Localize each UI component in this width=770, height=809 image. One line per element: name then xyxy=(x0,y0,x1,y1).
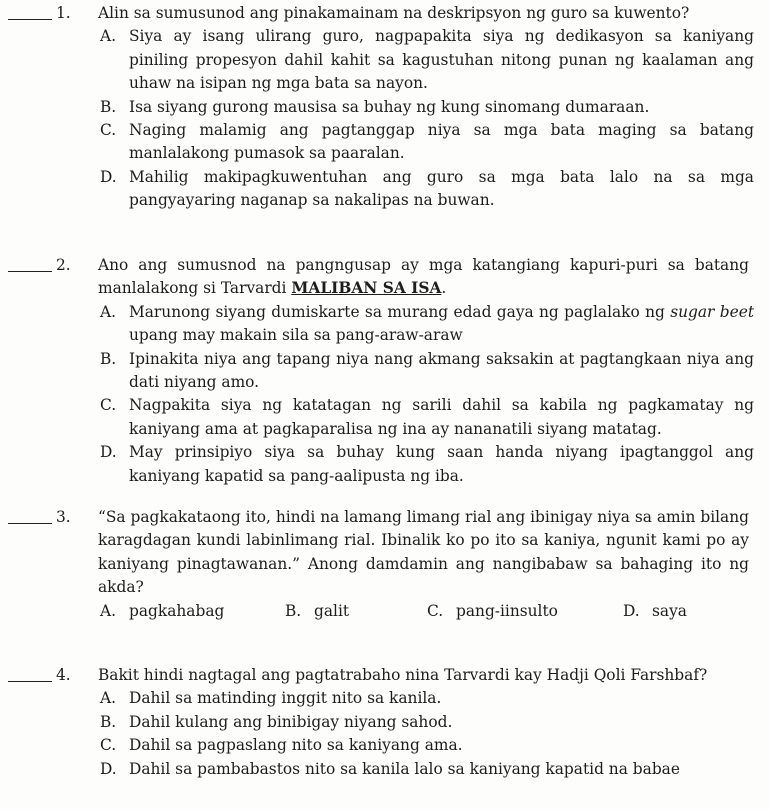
answer-blank[interactable] xyxy=(8,254,52,272)
choice-b: B. Ipinakita niya ang tapang niya nang akmang saksakin at pagtangkaan niya ang dati niyang amo. xyxy=(100,349,754,392)
question-stem: Ano ang sumusnod na pangngusap ay mga katangiang kapuri-puri sa batang manlalakong si Tarvardi MALIBAN SA ISA. xyxy=(98,256,749,298)
choices-list xyxy=(100,301,754,488)
choice-c: C. Nagpakita siya ng katatagan ng sarili dahil sa kabila ng pagkamatay ng kaniyang ama at pagkaparalisa ng ina ay nananatili siyang matatag. xyxy=(100,396,754,438)
choice-c: C. pang-iinsulto xyxy=(427,601,558,620)
choices-list xyxy=(100,600,770,623)
choice-d: D. Mahilig makipagkuwentuhan ang guro sa mga bata lalo na sa mga pangyayaring naganap sa nakalipas na buwan. xyxy=(100,167,754,210)
choice-d: D. May prinsipiyo siya sa buhay kung saan handa niyang ipagtanggol ang kaniyang kapatid sa pang-aalipusta ng iba. xyxy=(100,443,754,485)
choice-a: A. Marunong siyang dumiskarte sa murang edad gaya ng paglalako ng sugar beet upang may makain sila sa pang-araw-araw xyxy=(100,302,754,345)
choice-a: A. Siya ay isang ulirang guro, nagpapakita siya ng dedikasyon sa kaniyang piniling propesyon dahil kahit sa kagustuhan nitong punan ng kaalaman ang uhaw na isipan ng mga bata sa nayon. xyxy=(100,27,754,93)
question-number: 3. xyxy=(56,508,71,526)
choices-list xyxy=(100,687,754,781)
choice-b: B. galit xyxy=(285,601,350,620)
question-number: 1. xyxy=(56,4,71,22)
choice-d: D. saya xyxy=(623,601,687,620)
choice-d: D. Dahil sa pambabastos nito sa kanila lalo sa kaniyang kapatid na babae xyxy=(100,759,680,778)
answer-blank[interactable] xyxy=(8,664,52,682)
choice-b: B. Isa siyang gurong mausisa sa buhay ng kung sinomang dumaraan. xyxy=(100,97,650,116)
question-3 xyxy=(0,506,770,623)
choice-c: C. Naging malamig ang pagtanggap niya sa mga bata maging sa batang manlalakong pumasok sa paaralan. xyxy=(100,121,754,163)
question-stem: Bakit hindi nagtagal ang pagtatrabaho nina Tarvardi kay Hadji Qoli Farshbaf? xyxy=(98,666,708,684)
question-stem: “Sa pagkakataong ito, hindi na lamang limang rial ang ibinigay niya sa amin bilang karagdagan kundi labinlimang rial. Ibinalik ko po ito sa kaniya, ngunit kami po ay kaniyang pinagtawanan.” Anong damdamin ang nangibabaw sa bahaging ito ng akda? xyxy=(98,508,749,597)
answer-blank[interactable] xyxy=(8,2,52,20)
question-number: 2. xyxy=(56,256,71,274)
question-1 xyxy=(0,2,770,213)
choice-a: A. Dahil sa matinding inggit nito sa kanila. xyxy=(100,689,442,708)
italic-term: sugar beet xyxy=(670,302,754,321)
question-number: 4. xyxy=(56,666,71,684)
choices-list xyxy=(100,25,754,212)
emphasis-text: MALIBAN SA ISA xyxy=(291,279,442,298)
question-stem: Alin sa sumusunod ang pinakamainam na deskripsyon ng guro sa kuwento? xyxy=(98,4,690,22)
choice-a: A. pagkahabag xyxy=(100,601,225,620)
question-4 xyxy=(0,664,770,781)
choice-b: B. Dahil kulang ang binibigay niyang sahod. xyxy=(100,712,453,731)
answer-blank[interactable] xyxy=(8,506,52,524)
choice-c: C. Dahil sa pagpaslang nito sa kaniyang ama. xyxy=(100,736,463,755)
question-2 xyxy=(0,254,770,488)
